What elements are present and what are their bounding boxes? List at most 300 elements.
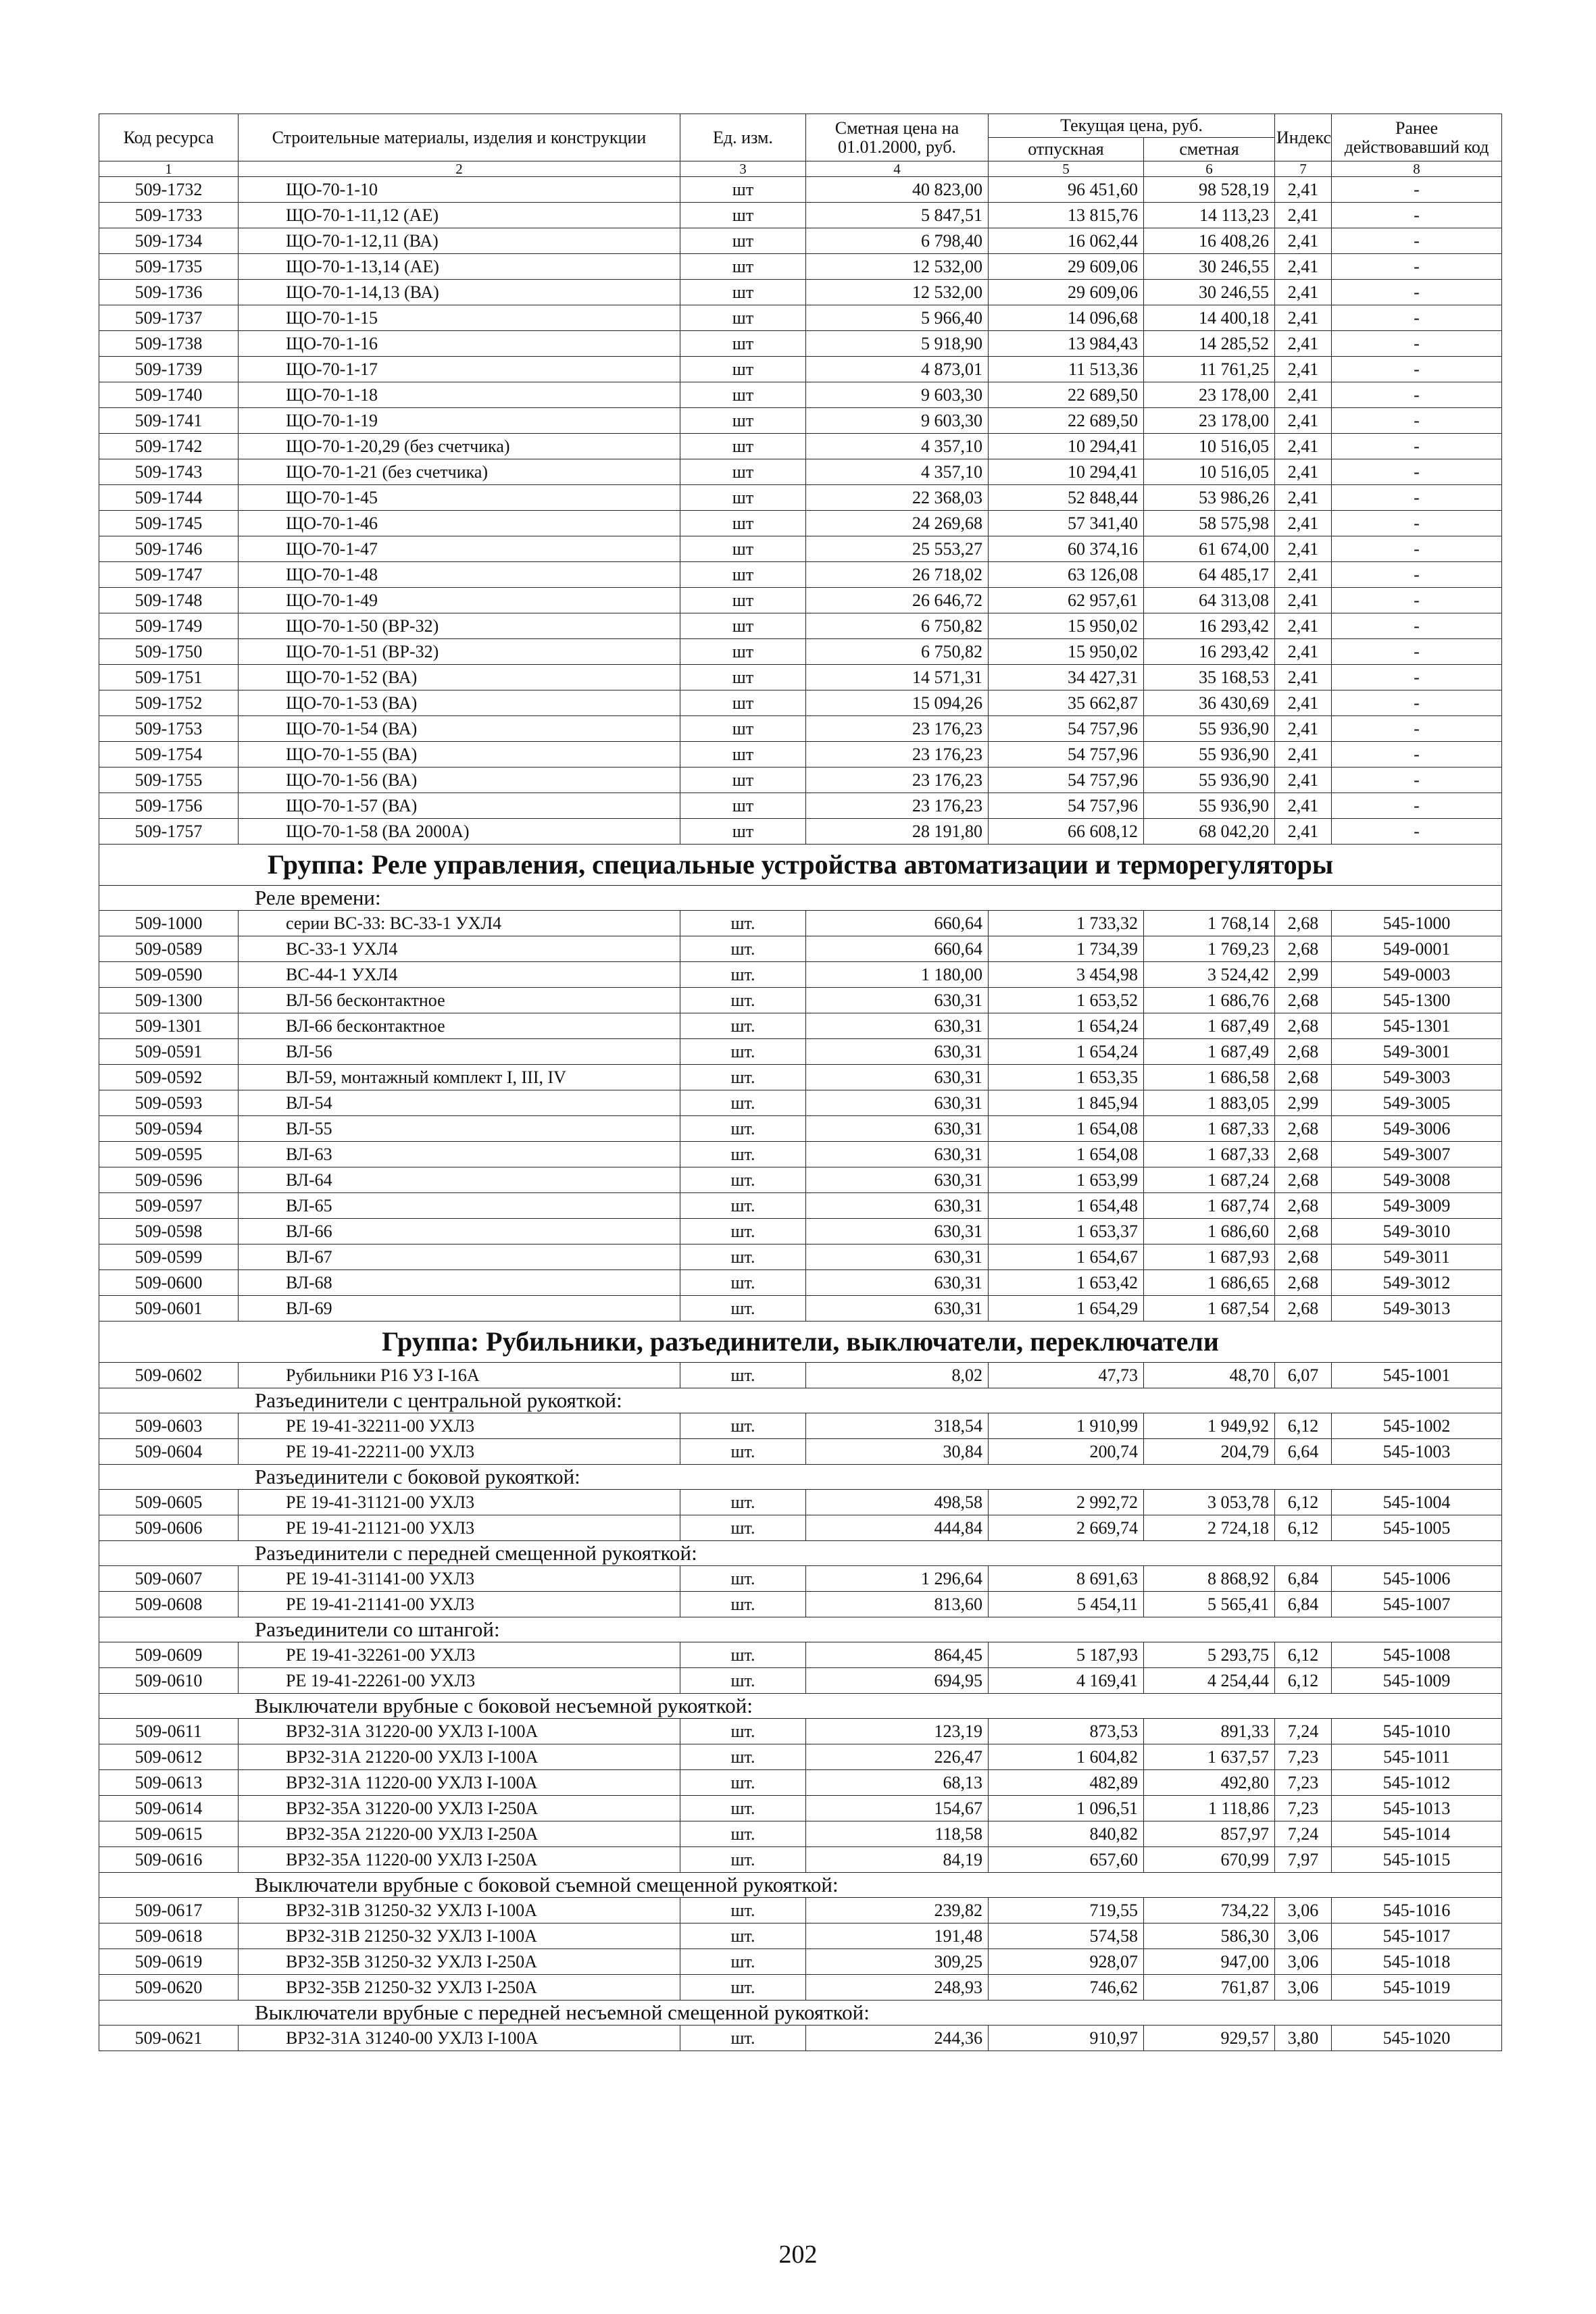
base-price: 14 571,31 [806,665,989,690]
unit: шт [680,434,806,459]
table-row [99,1270,1502,1296]
base-price: 239,82 [806,1898,989,1923]
table-row [99,690,1502,716]
table-row [99,1244,1502,1270]
material-name: ЩО-70-1-53 (ВА) [239,690,680,716]
material-name: РЕ 19-41-21121-00 УХЛ3 [239,1515,680,1541]
subgroup-title: Разъединители со штангой: [99,1617,1502,1642]
release-price: 1 653,99 [989,1167,1144,1193]
resource-code: 509-0590 [99,962,239,988]
previous-code: - [1332,768,1502,793]
unit: шт. [680,1142,806,1167]
unit: шт. [680,1821,806,1847]
resource-code: 509-0606 [99,1515,239,1541]
previous-code: - [1332,742,1502,768]
resource-code: 509-0594 [99,1116,239,1142]
unit: шт [680,562,806,588]
release-price: 29 609,06 [989,254,1144,280]
index: 2,41 [1275,305,1332,331]
resource-code: 509-1749 [99,613,239,639]
resource-code: 509-1751 [99,665,239,690]
previous-code: 545-1014 [1332,1821,1502,1847]
base-price: 630,31 [806,988,989,1013]
header-unit: Ед. изм. [680,114,806,161]
index: 2,41 [1275,639,1332,665]
base-price: 1 180,00 [806,962,989,988]
material-name: ВС-44-1 УХЛ4 [239,962,680,988]
previous-code: 545-1000 [1332,911,1502,936]
table-row [99,793,1502,819]
material-name: ВЛ-66 бесконтактное [239,1013,680,1039]
subgroup-title: Реле времени: [99,886,1502,911]
release-price: 63 126,08 [989,562,1144,588]
table-row [99,1363,1502,1388]
material-name: ЩО-70-1-13,14 (АЕ) [239,254,680,280]
group-title: Группа: Рубильники, разъединители, выключатели, переключатели [99,1322,1502,1363]
material-name: ВР32-31В 21250-32 УХЛ3 I-100А [239,1923,680,1949]
table-row [99,1847,1502,1873]
resource-code: 509-0621 [99,2026,239,2051]
index: 2,68 [1275,1039,1332,1065]
previous-code: 545-1009 [1332,1668,1502,1694]
estimate-price: 1 687,33 [1144,1116,1275,1142]
unit: шт [680,177,806,203]
release-price: 13 815,76 [989,203,1144,228]
unit: шт [680,203,806,228]
subgroup-title: Разъединители с центральной рукояткой: [99,1388,1502,1413]
index: 2,68 [1275,911,1332,936]
index: 2,41 [1275,665,1332,690]
material-name: ЩО-70-1-17 [239,357,680,382]
previous-code: - [1332,819,1502,845]
material-name: ЩО-70-1-56 (ВА) [239,768,680,793]
table-row [99,382,1502,408]
index: 7,24 [1275,1821,1332,1847]
base-price: 24 269,68 [806,511,989,536]
base-price: 191,48 [806,1923,989,1949]
table-row [99,1566,1502,1592]
unit: шт [680,690,806,716]
base-price: 25 553,27 [806,536,989,562]
resource-code: 509-0600 [99,1270,239,1296]
material-name: ВЛ-66 [239,1219,680,1244]
release-price: 54 757,96 [989,716,1144,742]
release-price: 482,89 [989,1770,1144,1796]
previous-code: 545-1015 [1332,1847,1502,1873]
material-name: ВЛ-56 [239,1039,680,1065]
unit: шт. [680,1975,806,2001]
index: 2,41 [1275,357,1332,382]
index: 6,84 [1275,1566,1332,1592]
resource-code: 509-0611 [99,1719,239,1744]
estimate-price: 10 516,05 [1144,434,1275,459]
previous-code: - [1332,511,1502,536]
index: 2,41 [1275,459,1332,485]
release-price: 2 992,72 [989,1490,1144,1515]
table-row [99,1013,1502,1039]
estimate-price: 3 053,78 [1144,1490,1275,1515]
index: 2,41 [1275,511,1332,536]
material-name: ВЛ-63 [239,1142,680,1167]
estimate-price: 3 524,42 [1144,962,1275,988]
table-row [99,1439,1502,1465]
estimate-price: 23 178,00 [1144,408,1275,434]
index: 6,12 [1275,1642,1332,1668]
release-price: 35 662,87 [989,690,1144,716]
base-price: 630,31 [806,1116,989,1142]
previous-code: 549-3006 [1332,1116,1502,1142]
table-row [99,203,1502,228]
subgroup-title: Выключатели врубные с боковой съемной смещенной рукояткой: [99,1873,1502,1898]
previous-code: 545-1007 [1332,1592,1502,1617]
estimate-price: 204,79 [1144,1439,1275,1465]
release-price: 66 608,12 [989,819,1144,845]
resource-code: 509-1740 [99,382,239,408]
unit: шт. [680,1270,806,1296]
unit: шт [680,254,806,280]
material-name: ЩО-70-1-16 [239,331,680,357]
material-name: ЩО-70-1-55 (ВА) [239,742,680,768]
release-price: 1 096,51 [989,1796,1144,1821]
index: 2,41 [1275,562,1332,588]
unit: шт. [680,1770,806,1796]
subgroup-title: Разъединители с передней смещенной рукояткой: [99,1541,1502,1566]
estimate-price: 1 686,60 [1144,1219,1275,1244]
previous-code: - [1332,203,1502,228]
release-price: 1 734,39 [989,936,1144,962]
unit: шт. [680,1642,806,1668]
estimate-price: 53 986,26 [1144,485,1275,511]
previous-code: - [1332,665,1502,690]
unit: шт [680,588,806,613]
index: 2,41 [1275,768,1332,793]
release-price: 1 653,52 [989,988,1144,1013]
previous-code: 549-3003 [1332,1065,1502,1090]
release-price: 873,53 [989,1719,1144,1744]
base-price: 444,84 [806,1515,989,1541]
estimate-price: 23 178,00 [1144,382,1275,408]
material-name: РЕ 19-41-21141-00 УХЛ3 [239,1592,680,1617]
resource-code: 509-0607 [99,1566,239,1592]
table-row [99,936,1502,962]
base-price: 68,13 [806,1770,989,1796]
estimate-price: 1 687,24 [1144,1167,1275,1193]
base-price: 5 847,51 [806,203,989,228]
release-price: 1 654,24 [989,1039,1144,1065]
estimate-price: 36 430,69 [1144,690,1275,716]
estimate-price: 1 687,54 [1144,1296,1275,1322]
table-row [99,1642,1502,1668]
previous-code: - [1332,280,1502,305]
table-row [99,716,1502,742]
estimate-price: 55 936,90 [1144,768,1275,793]
unit: шт [680,639,806,665]
price-table [99,114,1502,2051]
release-price: 57 341,40 [989,511,1144,536]
table-row [99,305,1502,331]
previous-code: - [1332,536,1502,562]
table-row [99,485,1502,511]
material-name: ЩО-70-1-52 (ВА) [239,665,680,690]
material-name: ЩО-70-1-50 (ВР-32) [239,613,680,639]
table-row [99,1975,1502,2001]
previous-code: 545-1005 [1332,1515,1502,1541]
unit: шт. [680,1244,806,1270]
release-price: 54 757,96 [989,768,1144,793]
index: 3,06 [1275,1923,1332,1949]
estimate-price: 14 285,52 [1144,331,1275,357]
table-row [99,1219,1502,1244]
index: 6,12 [1275,1490,1332,1515]
material-name: ЩО-70-1-18 [239,382,680,408]
table-row [99,1796,1502,1821]
unit: шт. [680,1296,806,1322]
resource-code: 509-0617 [99,1898,239,1923]
estimate-price: 1 118,86 [1144,1796,1275,1821]
unit: шт. [680,1898,806,1923]
resource-code: 509-1733 [99,203,239,228]
resource-code: 509-1739 [99,357,239,382]
base-price: 630,31 [806,1193,989,1219]
previous-code: - [1332,793,1502,819]
unit: шт. [680,1796,806,1821]
table-row [99,331,1502,357]
group-heading-row [99,1322,1502,1363]
release-price: 1 654,48 [989,1193,1144,1219]
previous-code: 549-3011 [1332,1244,1502,1270]
release-price: 29 609,06 [989,280,1144,305]
unit: шт. [680,1167,806,1193]
release-price: 840,82 [989,1821,1144,1847]
base-price: 813,60 [806,1592,989,1617]
unit: шт [680,382,806,408]
previous-code: 549-3012 [1332,1270,1502,1296]
base-price: 9 603,30 [806,408,989,434]
previous-code: - [1332,639,1502,665]
resource-code: 509-1736 [99,280,239,305]
resource-code: 509-1748 [99,588,239,613]
resource-code: 509-0604 [99,1439,239,1465]
base-price: 630,31 [806,1065,989,1090]
estimate-price: 16 293,42 [1144,613,1275,639]
header-code: Код ресурса [99,114,239,161]
estimate-price: 929,57 [1144,2026,1275,2051]
unit: шт [680,408,806,434]
resource-code: 509-1744 [99,485,239,511]
table-row [99,1515,1502,1541]
index: 2,41 [1275,819,1332,845]
base-price: 8,02 [806,1363,989,1388]
table-row [99,819,1502,845]
table-row [99,280,1502,305]
index: 2,68 [1275,1296,1332,1322]
index: 2,68 [1275,1065,1332,1090]
resource-code: 509-1756 [99,793,239,819]
previous-code: - [1332,228,1502,254]
unit: шт [680,665,806,690]
base-price: 244,36 [806,2026,989,2051]
base-price: 630,31 [806,1270,989,1296]
table-body [99,177,1502,2051]
unit: шт. [680,936,806,962]
previous-code: 545-1013 [1332,1796,1502,1821]
previous-code: 545-1004 [1332,1490,1502,1515]
base-price: 4 357,10 [806,434,989,459]
resource-code: 509-0599 [99,1244,239,1270]
previous-code: 549-3005 [1332,1090,1502,1116]
subgroup-heading-row [99,1617,1502,1642]
unit: шт. [680,1090,806,1116]
index: 3,06 [1275,1949,1332,1975]
unit: шт [680,280,806,305]
subgroup-heading-row [99,2001,1502,2026]
resource-code: 509-1750 [99,639,239,665]
unit: шт. [680,1219,806,1244]
release-price: 22 689,50 [989,408,1144,434]
base-price: 23 176,23 [806,742,989,768]
unit: шт. [680,1923,806,1949]
previous-code: - [1332,434,1502,459]
base-price: 694,95 [806,1668,989,1694]
base-price: 9 603,30 [806,382,989,408]
table-row [99,254,1502,280]
material-name: ВЛ-54 [239,1090,680,1116]
estimate-price: 857,97 [1144,1821,1275,1847]
unit: шт [680,511,806,536]
resource-code: 509-1741 [99,408,239,434]
previous-code: 545-1016 [1332,1898,1502,1923]
previous-code: 545-1301 [1332,1013,1502,1039]
estimate-price: 1 687,74 [1144,1193,1275,1219]
col-number: 4 [806,161,989,177]
base-price: 6 750,82 [806,639,989,665]
release-price: 1 653,35 [989,1065,1144,1090]
release-price: 4 169,41 [989,1668,1144,1694]
estimate-price: 14 113,23 [1144,203,1275,228]
material-name: ЩО-70-1-49 [239,588,680,613]
table-row [99,1116,1502,1142]
index: 2,41 [1275,382,1332,408]
base-price: 630,31 [806,1244,989,1270]
table-row [99,988,1502,1013]
previous-code: 545-1010 [1332,1719,1502,1744]
resource-code: 509-0612 [99,1744,239,1770]
index: 7,24 [1275,1719,1332,1744]
unit: шт. [680,1065,806,1090]
base-price: 28 191,80 [806,819,989,845]
previous-code: - [1332,357,1502,382]
material-name: ЩО-70-1-47 [239,536,680,562]
release-price: 928,07 [989,1949,1144,1975]
base-price: 84,19 [806,1847,989,1873]
estimate-price: 1 949,92 [1144,1413,1275,1439]
unit: шт. [680,1039,806,1065]
table-row [99,1898,1502,1923]
unit: шт [680,536,806,562]
estimate-price: 64 313,08 [1144,588,1275,613]
base-price: 4 873,01 [806,357,989,382]
resource-code: 509-1754 [99,742,239,768]
release-price: 22 689,50 [989,382,1144,408]
resource-code: 509-0589 [99,936,239,962]
material-name: ВЛ-64 [239,1167,680,1193]
unit: шт. [680,988,806,1013]
release-price: 1 654,08 [989,1116,1144,1142]
index: 6,07 [1275,1363,1332,1388]
previous-code: - [1332,716,1502,742]
resource-code: 509-1732 [99,177,239,203]
estimate-price: 1 768,14 [1144,911,1275,936]
release-price: 62 957,61 [989,588,1144,613]
base-price: 630,31 [806,1167,989,1193]
table-header [99,114,1502,177]
index: 2,41 [1275,177,1332,203]
subgroup-heading-row [99,1541,1502,1566]
release-price: 5 454,11 [989,1592,1144,1617]
estimate-price: 8 868,92 [1144,1566,1275,1592]
subgroup-title: Разъединители с боковой рукояткой: [99,1465,1502,1490]
index: 6,12 [1275,1668,1332,1694]
estimate-price: 1 687,93 [1144,1244,1275,1270]
previous-code: 545-1020 [1332,2026,1502,2051]
resource-code: 509-1301 [99,1013,239,1039]
base-price: 23 176,23 [806,768,989,793]
index: 2,68 [1275,1270,1332,1296]
estimate-price: 64 485,17 [1144,562,1275,588]
release-price: 16 062,44 [989,228,1144,254]
material-name: ВР32-35А 31220-00 УХЛ3 I-250А [239,1796,680,1821]
previous-code: - [1332,382,1502,408]
index: 6,64 [1275,1439,1332,1465]
table-row [99,742,1502,768]
base-price: 630,31 [806,1013,989,1039]
unit: шт [680,331,806,357]
estimate-price: 61 674,00 [1144,536,1275,562]
resource-code: 509-0597 [99,1193,239,1219]
previous-code: - [1332,254,1502,280]
material-name: ВР32-31А 21220-00 УХЛ3 I-100А [239,1744,680,1770]
previous-code: 545-1006 [1332,1566,1502,1592]
base-price: 23 176,23 [806,716,989,742]
material-name: ЩО-70-1-48 [239,562,680,588]
base-price: 22 368,03 [806,485,989,511]
base-price: 12 532,00 [806,280,989,305]
release-price: 1 910,99 [989,1413,1144,1439]
estimate-price: 30 246,55 [1144,280,1275,305]
material-name: ЩО-70-1-46 [239,511,680,536]
estimate-price: 2 724,18 [1144,1515,1275,1541]
unit: шт [680,819,806,845]
unit: шт [680,793,806,819]
release-price: 15 950,02 [989,639,1144,665]
material-name: ВР32-35В 21250-32 УХЛ3 I-250А [239,1975,680,2001]
index: 2,41 [1275,280,1332,305]
previous-code: 545-1001 [1332,1363,1502,1388]
estimate-price: 55 936,90 [1144,793,1275,819]
estimate-price: 48,70 [1144,1363,1275,1388]
index: 2,41 [1275,536,1332,562]
material-name: РЕ 19-41-31121-00 УХЛ3 [239,1490,680,1515]
estimate-price: 761,87 [1144,1975,1275,2001]
material-name: РЕ 19-41-31141-00 УХЛ3 [239,1566,680,1592]
previous-code: - [1332,562,1502,588]
index: 2,68 [1275,988,1332,1013]
material-name: ЩО-70-1-12,11 (ВА) [239,228,680,254]
table-row [99,1949,1502,1975]
resource-code: 509-0596 [99,1167,239,1193]
unit: шт [680,742,806,768]
table-row [99,1413,1502,1439]
